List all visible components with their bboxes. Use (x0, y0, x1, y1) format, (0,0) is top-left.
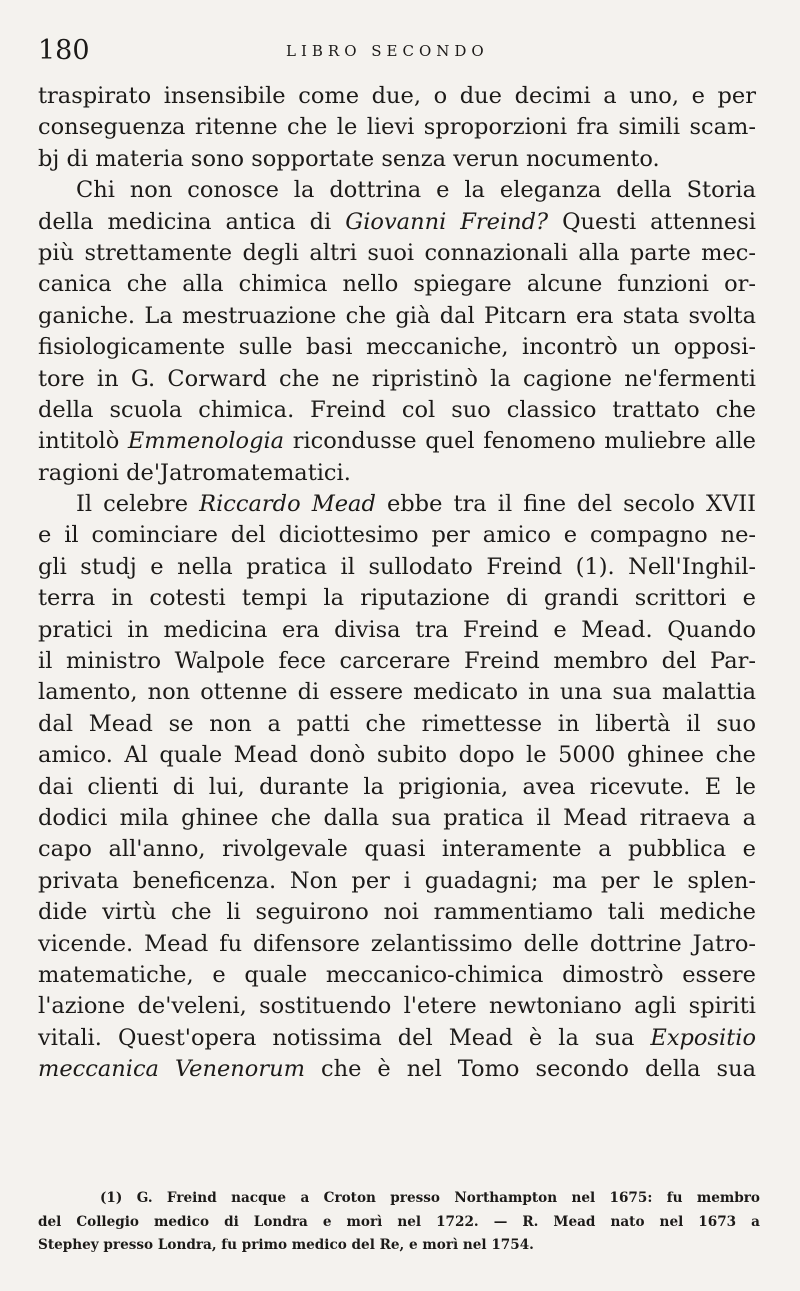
text-span: della medicina antica di (38, 208, 346, 235)
text-line: ragioni de'Jatromatematici. (38, 459, 351, 486)
text-line: dai clienti di lui, durante la prigionia, avea ricevute. E le (38, 773, 756, 800)
text-span: Il celebre (76, 491, 200, 518)
text-line: bj di materia sono sopportate senza verun nocumento. (38, 145, 660, 172)
text-line: ganiche. La mestruazione che già dal Pitcarn era stata svolta (38, 302, 756, 329)
text-span: vitali. Quest'opera notissima del Mead è la sua (38, 1024, 651, 1051)
italic-title-meccanica-venenorum: meccanica Venenorum (38, 1056, 305, 1083)
italic-name-riccardo-mead: Riccardo Mead (199, 491, 376, 518)
footnote-line: del Collegio medico di Londra e morì nel 1722. — R. Mead nato nel 1673 a (38, 1213, 760, 1230)
text-span: che è nel Tomo secondo della sua (304, 1056, 757, 1083)
running-head (38, 36, 756, 76)
text-line: matematiche, e quale meccanico-chimica dimostrò essere (38, 961, 756, 988)
text-line: più strettamente degli altri suoi connazionali alla parte mec- (38, 239, 756, 266)
text-line: gli studj e nella pratica il sullodato Freind (1). Nell'Inghil- (38, 553, 756, 580)
text-line: lamento, non ottenne di essere medicato in una sua malattia (38, 679, 756, 706)
text-line: fisiologicamente sulle basi meccaniche, incontrò un opposi- (38, 334, 756, 361)
text-line (38, 207, 756, 238)
text-line: dal Mead se non a patti che rimettesse in libertà il suo (38, 710, 756, 737)
text-span: ebbe tra il fine del secolo XVII (375, 491, 756, 518)
paragraph-start-line: Chi non conosce la dottrina e la eleganza della Storia (76, 177, 756, 204)
running-title: LIBRO SECONDO (286, 42, 489, 60)
text-line: tore in G. Corward che ne ripristinò la cagione ne'fermenti (38, 365, 756, 392)
text-line: e il cominciare del diciottesimo per amico e compagno ne- (38, 522, 756, 549)
body-text (38, 81, 756, 1086)
text-line: traspirato insensibile come due, o due decimi a uno, e per (38, 83, 756, 109)
text-span: intitolò (38, 428, 128, 455)
text-line: conseguenza ritenne che le lievi sproporzioni fra simili scam- (38, 114, 756, 141)
footnote-line: (1) G. Freind nacque a Croton presso Northampton nel 1675: fu membro (100, 1190, 760, 1206)
italic-name-giovanni-freind: Giovanni Freind? (345, 208, 549, 235)
paragraph-start-line (38, 489, 756, 520)
text-line (38, 1054, 756, 1085)
italic-title-emmenologia: Emmenologia (127, 428, 285, 455)
text-line: pratici in medicina era divisa tra Freind e Mead. Quando (38, 616, 756, 643)
page-number: 180 (38, 35, 90, 66)
text-span: ricondusse quel fenomeno muliebre alle (284, 428, 756, 455)
text-span: Questi attennesi (548, 208, 757, 235)
text-line (38, 426, 756, 457)
text-line: l'azione de'veleni, sostituendo l'etere newtoniano agli spiriti (38, 993, 756, 1020)
text-line: il ministro Walpole fece carcerare Freind membro del Par- (38, 648, 756, 675)
text-line: dide virtù che li seguirono noi rammentiamo tali mediche (38, 899, 756, 926)
footnote-line: Stephey presso Londra, fu primo medico del Re, e morì nel 1754. (38, 1237, 534, 1253)
text-line: della scuola chimica. Freind col suo classico trattato che (38, 396, 756, 423)
text-line: privata beneficenza. Non per i guadagni; ma per le splen- (38, 867, 756, 894)
text-line: amico. Al quale Mead donò subito dopo le 5000 ghinee che (38, 742, 756, 769)
text-line (38, 1023, 756, 1054)
footnotes (38, 1187, 760, 1258)
text-line: dodici mila ghinee che dalla sua pratica il Mead ritraeva a (38, 804, 756, 831)
italic-title-expositio: Expositio (650, 1024, 756, 1051)
text-line: capo all'anno, rivolgevale quasi interamente a pubblica e (38, 836, 756, 863)
text-line: canica che alla chimica nello spiegare alcune funzioni or- (38, 271, 756, 298)
text-line: vicende. Mead fu difensore zelantissimo delle dottrine Jatro- (38, 930, 756, 957)
text-line: terra in cotesti tempi la riputazione di grandi scrittori e (38, 585, 756, 612)
